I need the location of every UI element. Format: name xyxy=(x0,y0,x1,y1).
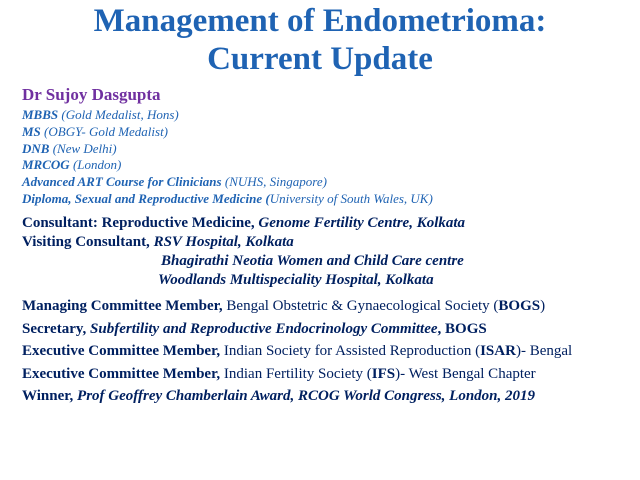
credential-item: DNB (New Delhi) xyxy=(22,140,117,156)
credential-item: MS (OBGY- Gold Medalist) xyxy=(22,123,169,139)
credential-item: MRCOG (London) xyxy=(22,157,122,173)
credentials-list xyxy=(22,107,433,208)
slide-title xyxy=(0,2,640,78)
credential-item: MBBS (Gold Medalist, Hons) xyxy=(22,107,179,122)
roles-block xyxy=(22,295,572,408)
role-bogs: Managing Committee Member, Bengal Obstetric & Gynaecological Society (BOGS) xyxy=(22,298,546,314)
visiting-line-3: Woodlands Multispeciality Hospital, Kolkata xyxy=(158,272,434,288)
title-line-1: Management of Endometrioma: xyxy=(93,3,547,39)
visiting-line: Visiting Consultant, RSV Hospital, Kolkata xyxy=(22,234,294,250)
credential-item: Advanced ART Course for Clinicians (NUHS, Singapore) xyxy=(22,174,327,190)
role-secretary: Secretary, Subfertility and Reproductive Endocrinology Committee, BOGS xyxy=(22,320,487,337)
credential-item: Diploma, Sexual and Reproductive Medicine (University of South Wales, UK) xyxy=(22,190,433,206)
positions-block xyxy=(22,214,465,290)
visiting-line-2: Bhagirathi Neotia Women and Child Care centre xyxy=(161,253,464,269)
role-ifs: Executive Committee Member, Indian Fertility Society (IFS)- West Bengal Chapter xyxy=(22,365,536,382)
consultant-line: Consultant: Reproductive Medicine, Genome Fertility Centre, Kolkata xyxy=(22,215,466,231)
title-line-2: Current Update xyxy=(207,41,433,77)
author-name: Dr Sujoy Dasgupta xyxy=(22,85,161,104)
role-isar: Executive Committee Member, Indian Society for Assisted Reproduction (ISAR)- Bengal xyxy=(22,343,573,359)
role-award: Winner, Prof Geoffrey Chamberlain Award, RCOG World Congress, London, 2019 xyxy=(22,388,535,404)
